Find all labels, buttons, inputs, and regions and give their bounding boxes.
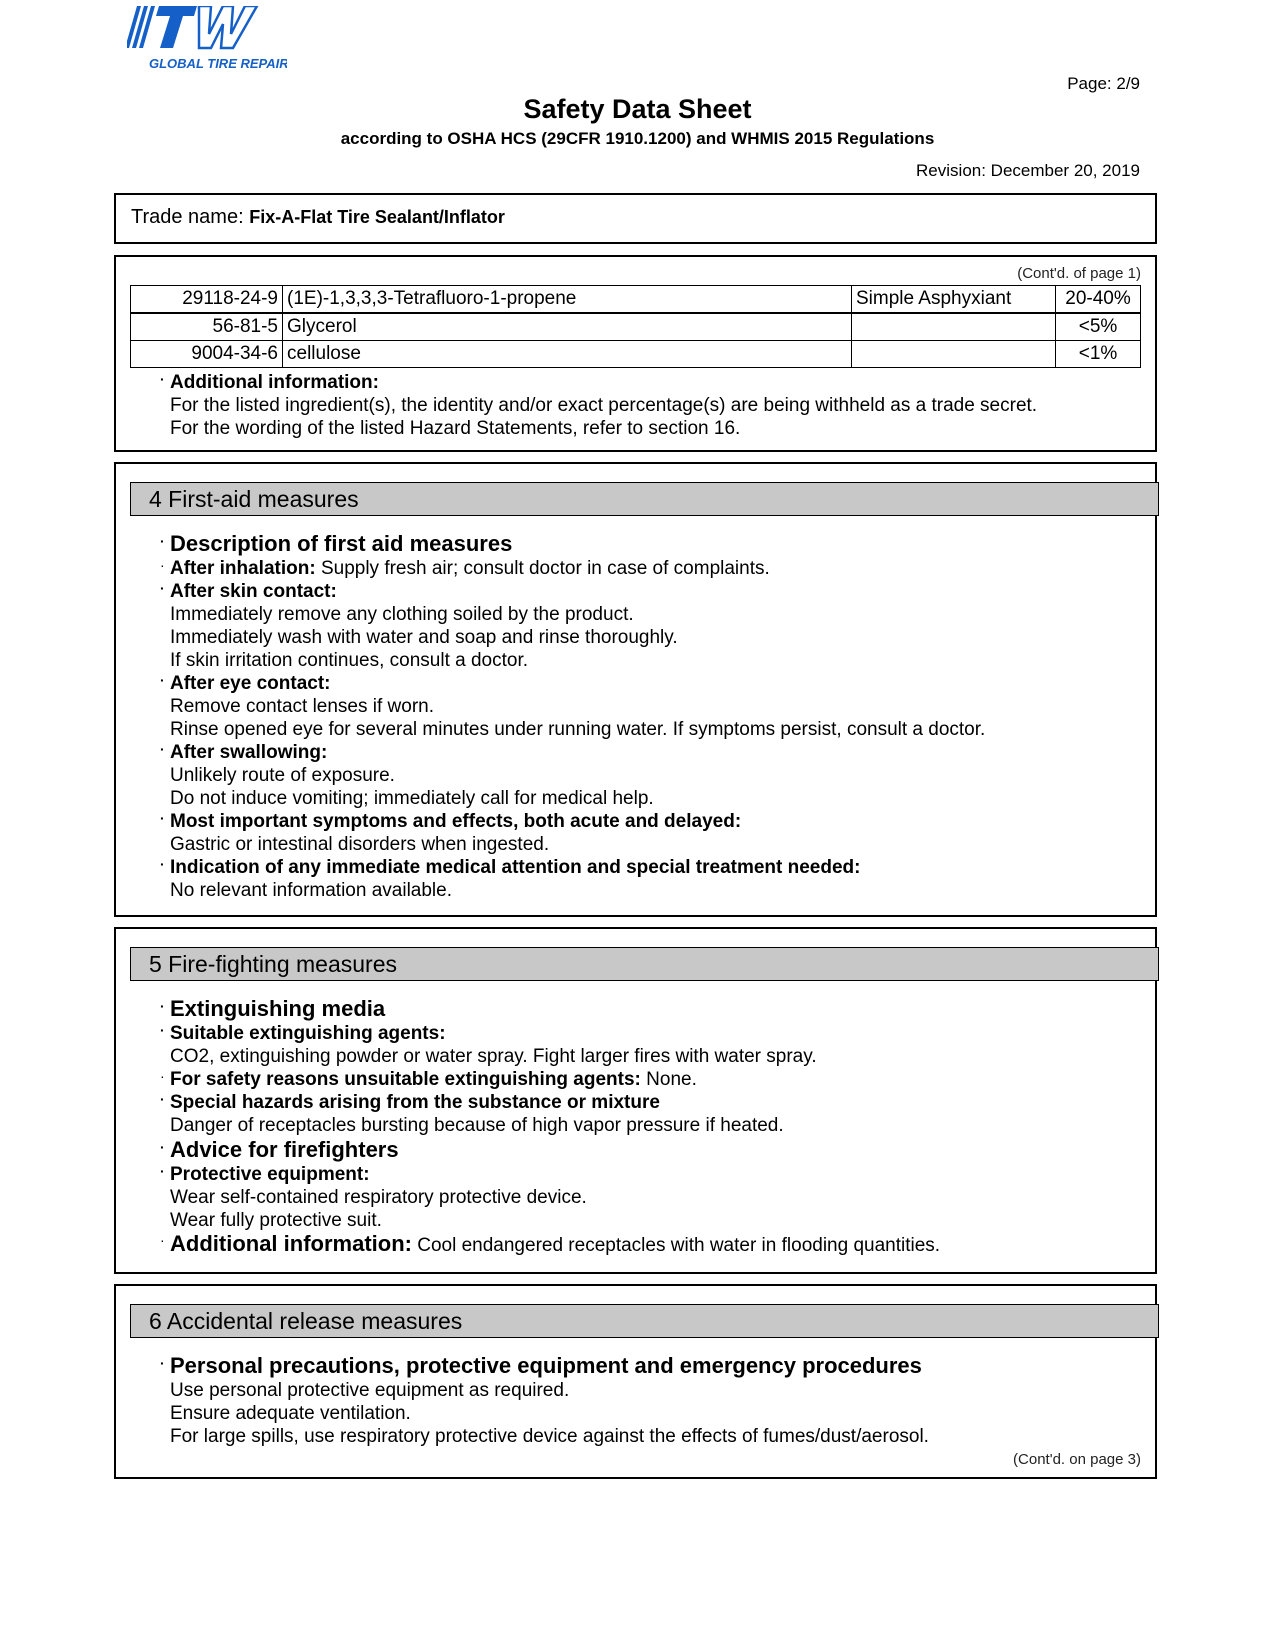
text-line: Rinse opened eye for several minutes under running water. If symptoms persist, consult a doctor. xyxy=(170,719,986,740)
table-row xyxy=(131,313,1141,341)
classification xyxy=(852,313,1056,341)
itw-logo xyxy=(127,6,287,74)
cas-number: 29118-24-9 xyxy=(131,286,283,314)
text-line: Wear self-contained respiratory protective device. xyxy=(170,1187,587,1208)
section-6-content: · Personal precautions, protective equipment and emergency procedures Use personal protective equipment as required. Ensure adequate ventilation. For large spills, use respiratory protective device against the effects of fumes/dust/aerosol. xyxy=(160,1353,1141,1448)
label: Additional information: xyxy=(170,1231,412,1256)
subheading: Advice for firefighters xyxy=(170,1137,399,1162)
section-5-header: 5 Fire-fighting measures xyxy=(130,947,1159,981)
composition-box xyxy=(114,255,1157,452)
subheading: Extinguishing media xyxy=(170,996,386,1021)
page-number: Page: 2/9 xyxy=(1067,74,1140,93)
text-line: For the listed ingredient(s), the identity and/or exact percentage(s) are being withheld as a trade secret. xyxy=(170,395,1038,416)
trade-name-box xyxy=(114,193,1157,244)
section-6-header: 6 Accidental release measures xyxy=(130,1304,1159,1338)
label: Special hazards arising from the substance or mixture xyxy=(170,1092,660,1113)
section-6-box xyxy=(114,1284,1157,1479)
text-line: For the wording of the listed Hazard Statements, refer to section 16. xyxy=(170,418,741,439)
section-4-content: · Description of first aid measures · After inhalation: Supply fresh air; consult doctor in case of complaints. · After skin contact: Immediately remove any clothing soiled by the product. Immediately wash with water and soap and rinse thoroughly. If skin irritation continues, consult a doctor. · After eye contact: Remove contact lenses if worn. Rinse opened eye for several minutes under running water. If symptoms persist, consult a doctor. · After swallowing: Unlikely route of exposure. Do not induce vomiting; immediately call for medical help. · Most important symptoms and effects, both acute and delayed: Gastric or intestinal disorders when ingested. · Indication of any immediate medical attention and special treatment needed: No relevant information available. xyxy=(160,531,1141,902)
table-row xyxy=(131,286,1141,314)
label: Most important symptoms and effects, both acute and delayed: xyxy=(170,811,742,832)
contd-of-page: (Cont'd. of page 1) xyxy=(1017,265,1141,282)
text-line: CO2, extinguishing powder or water spray. Fight larger fires with water spray. xyxy=(170,1046,817,1067)
revision-date: Revision: December 20, 2019 xyxy=(916,161,1140,180)
document-title: Safety Data Sheet xyxy=(523,94,752,124)
cas-number: 9004-34-6 xyxy=(131,341,283,368)
label: For safety reasons unsuitable extinguishing agents: xyxy=(170,1069,641,1090)
percentage: <1% xyxy=(1056,341,1141,368)
trade-name-value: Fix-A-Flat Tire Sealant/Inflator xyxy=(249,207,505,227)
label: After eye contact: xyxy=(170,673,331,694)
text-line: For large spills, use respiratory protective device against the effects of fumes/dust/aerosol. xyxy=(170,1426,929,1447)
text-line: Remove contact lenses if worn. xyxy=(170,696,435,717)
percentage: <5% xyxy=(1056,313,1141,341)
label: Protective equipment: xyxy=(170,1164,370,1185)
additional-info: · Additional information: For the listed ingredient(s), the identity and/or exact percentage(s) are being withheld as a trade secret. For the wording of the listed Hazard Statements, refer to section 16. xyxy=(160,371,1141,440)
text-line: Ensure adequate ventilation. xyxy=(170,1403,411,1424)
text-line: If skin irritation continues, consult a doctor. xyxy=(170,650,529,671)
section-4-box xyxy=(114,462,1157,917)
text-line: Unlikely route of exposure. xyxy=(170,765,395,786)
subheading: Personal precautions, protective equipment and emergency procedures xyxy=(170,1353,922,1378)
text-line: Gastric or intestinal disorders when ingested. xyxy=(170,834,550,855)
text: Cool endangered receptacles with water in flooding quantities. xyxy=(411,1235,941,1256)
text-line: Do not induce vomiting; immediately call for medical help. xyxy=(170,788,654,809)
svg-text:GLOBAL TIRE REPAIR: GLOBAL TIRE REPAIR xyxy=(149,56,287,71)
classification: Simple Asphyxiant xyxy=(852,286,1056,314)
ingredient-name: (1E)-1,3,3,3-Tetrafluoro-1-propene xyxy=(283,286,852,314)
text-line: Use personal protective equipment as required. xyxy=(170,1380,570,1401)
subheading: Description of first aid measures xyxy=(170,531,513,556)
ingredient-name: cellulose xyxy=(283,341,852,368)
label: After skin contact: xyxy=(170,581,337,602)
document-subtitle: according to OSHA HCS (29CFR 1910.1200) and WHMIS 2015 Regulations xyxy=(340,129,935,148)
label: Indication of any immediate medical attention and special treatment needed: xyxy=(170,857,861,878)
classification xyxy=(852,341,1056,368)
text-line: No relevant information available. xyxy=(170,880,452,901)
label: After inhalation: xyxy=(170,558,316,579)
additional-info-label: Additional information: xyxy=(170,372,379,393)
trade-name-label: Trade name: xyxy=(131,206,244,228)
section-5-content: · Extinguishing media · Suitable extinguishing agents: CO2, extinguishing powder or water spray. Fight larger fires with water spray. · For safety reasons unsuitable extinguishing agents: None. · Special hazards arising from the substance or mixture Danger of receptacles bursting because of high vapor pressure if heated. · Advice for firefighters · Protective equipment: Wear self-contained respiratory protective device. Wear fully protective suit. · Additional information: Cool endangered receptacles with water in flooding quantities. xyxy=(160,996,1141,1257)
section-4-header: 4 First-aid measures xyxy=(130,482,1159,516)
percentage: 20-40% xyxy=(1056,286,1141,314)
ingredient-name: Glycerol xyxy=(283,313,852,341)
text: None. xyxy=(640,1069,697,1090)
text-line: Wear fully protective suit. xyxy=(170,1210,382,1231)
text-line: Immediately wash with water and soap and rinse thoroughly. xyxy=(170,627,678,648)
text: Supply fresh air; consult doctor in case of complaints. xyxy=(315,558,770,579)
label: After swallowing: xyxy=(170,742,328,763)
label: Suitable extinguishing agents: xyxy=(170,1023,446,1044)
contd-on-page: (Cont'd. on page 3) xyxy=(1013,1451,1141,1468)
text-line: Danger of receptacles bursting because of high vapor pressure if heated. xyxy=(170,1115,784,1136)
ingredients-table xyxy=(130,285,1141,368)
section-5-box xyxy=(114,927,1157,1274)
text-line: Immediately remove any clothing soiled by the product. xyxy=(170,604,634,625)
cas-number: 56-81-5 xyxy=(131,313,283,341)
table-row xyxy=(131,341,1141,368)
